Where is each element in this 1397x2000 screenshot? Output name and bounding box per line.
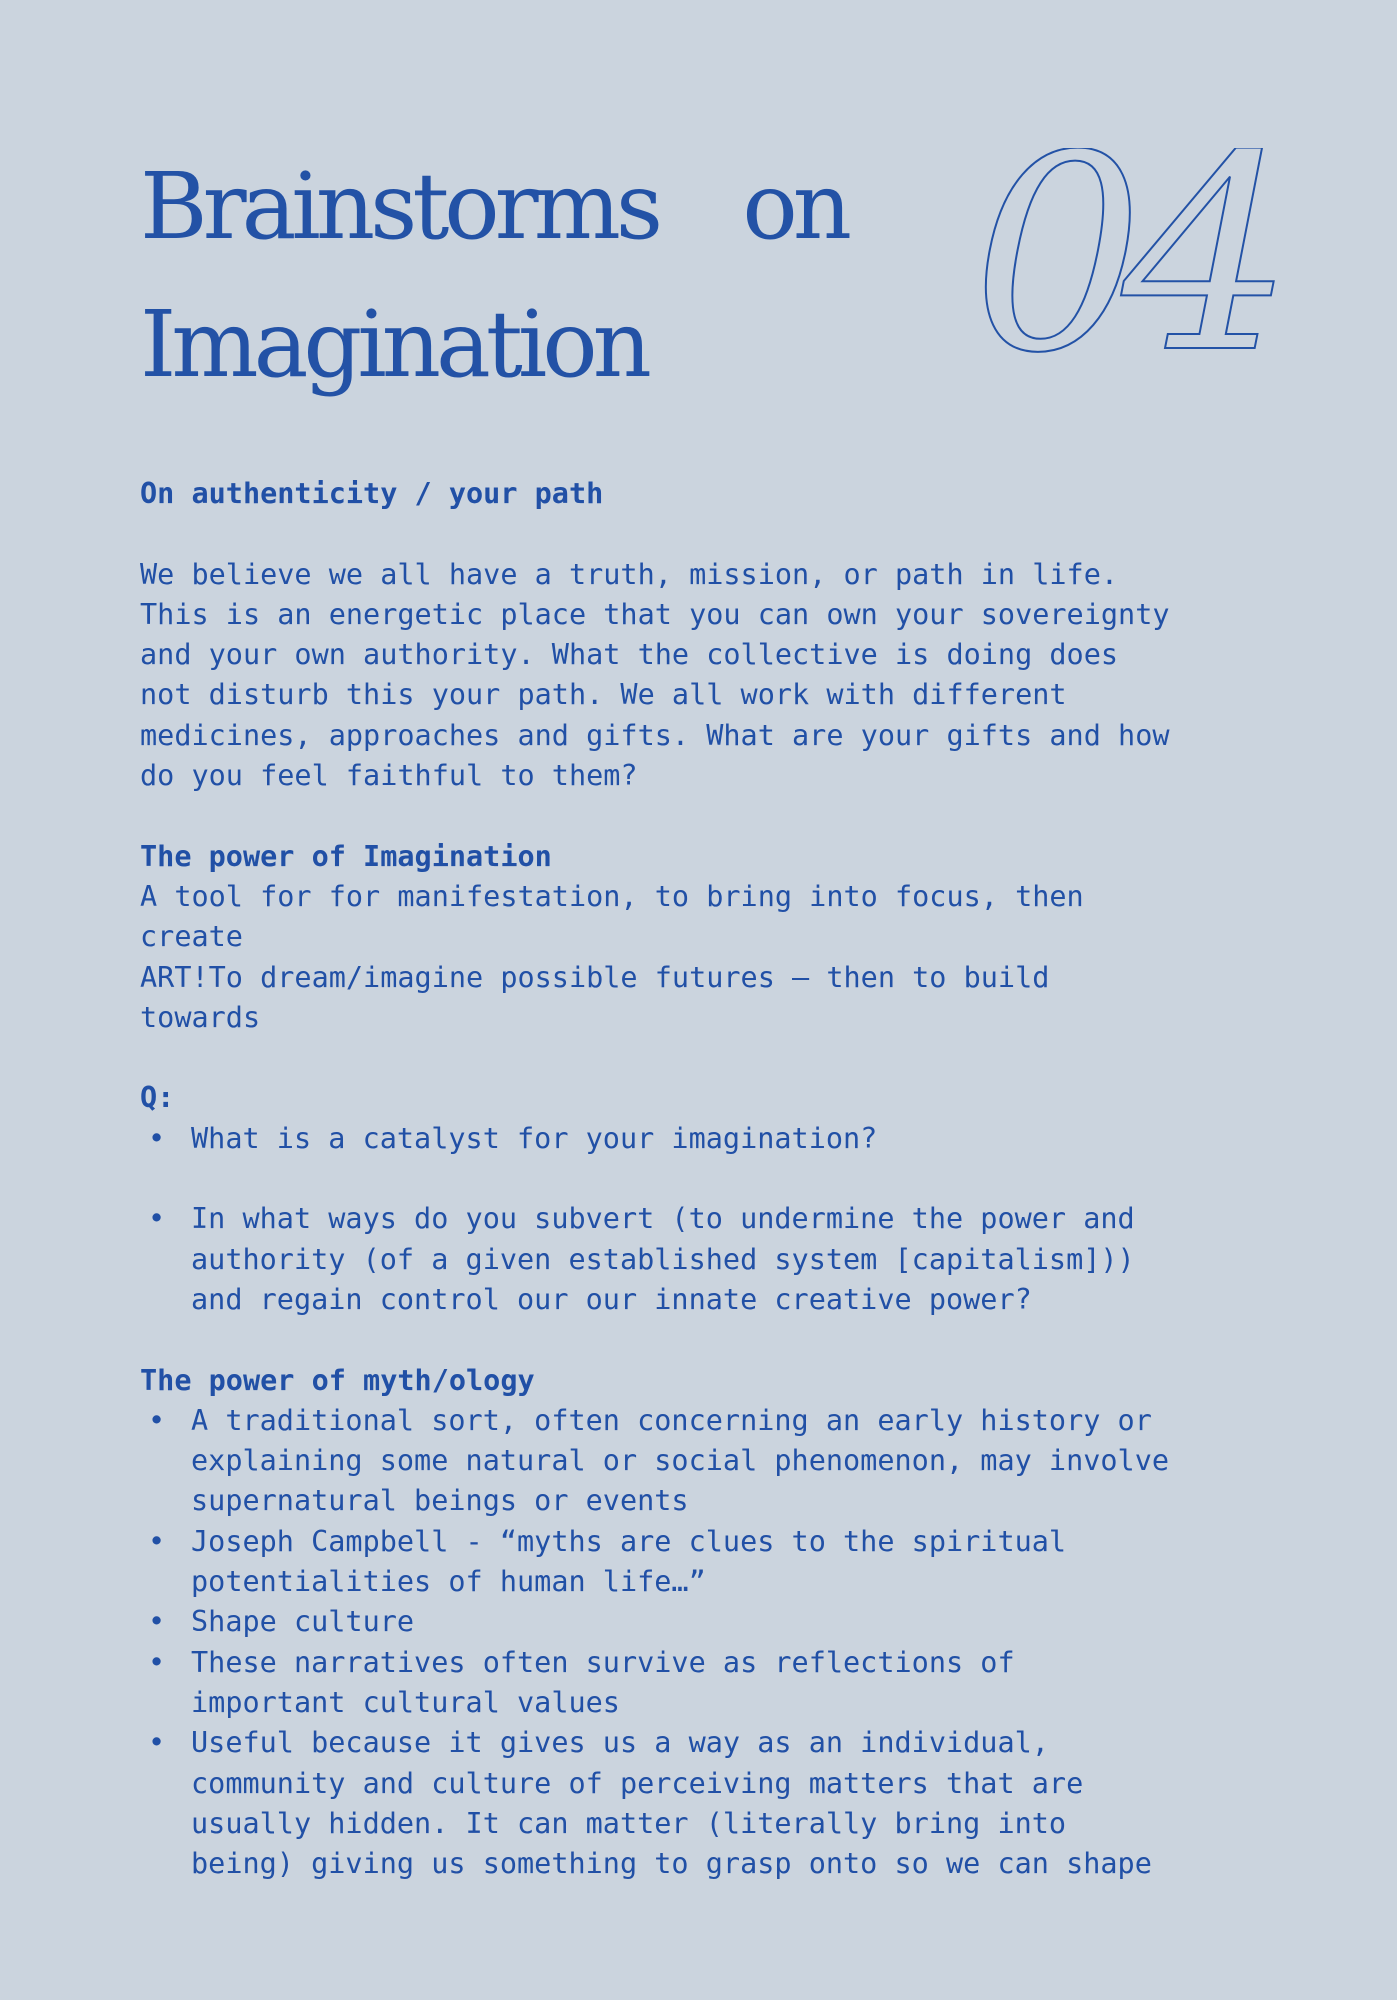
list-item xyxy=(140,1199,1290,1320)
section-heading-mythology: The power of myth/ology xyxy=(140,1363,535,1397)
chapter-number-text: 04 xyxy=(972,148,1272,408)
section-heading-authenticity: On authenticity / your path xyxy=(140,477,604,510)
title-line-2: Imagination xyxy=(140,291,647,398)
imagination-paragraph xyxy=(140,877,1290,1038)
page-body xyxy=(140,474,1290,1884)
spacer xyxy=(140,1159,1290,1199)
list-item-line: authority (of a given established system [capitalism])) xyxy=(191,1242,1135,1276)
list-item-line: usually hidden. It can matter (literally bring into xyxy=(191,1806,1067,1840)
list-item xyxy=(140,1522,1290,1603)
list-item-line: • Useful because it gives us a way as an individual, xyxy=(191,1726,1049,1760)
list-item-line: being) giving us something to grasp onto so we can shape xyxy=(191,1847,1152,1881)
title-line-1: Brainstorms on xyxy=(140,153,847,260)
paragraph-line: This is an energetic place that you can own your sovereignty xyxy=(140,597,1170,631)
list-item xyxy=(140,1401,1290,1522)
spacer xyxy=(140,1038,1290,1078)
spacer xyxy=(140,796,1290,836)
list-item-line: • Joseph Campbell - “myths are clues to the spiritual xyxy=(191,1524,1067,1558)
list-item-line: important cultural values xyxy=(191,1685,620,1719)
paragraph-line: medicines, approaches and gifts. What are your gifts and how xyxy=(140,718,1170,752)
questions-list xyxy=(140,1119,1290,1159)
list-item-line: • These narratives often survive as reflections of xyxy=(191,1645,1015,1679)
list-item-line: supernatural beings or events xyxy=(191,1484,689,1518)
mythology-list xyxy=(140,1401,1290,1885)
chapter-number xyxy=(972,148,1292,408)
list-item-line: • A traditional sort, often concerning an early history or xyxy=(191,1403,1152,1437)
list-item-line: and regain control our our innate creative power? xyxy=(191,1282,1032,1316)
authenticity-paragraph xyxy=(140,555,1290,797)
paragraph-line: towards xyxy=(140,1000,261,1034)
paragraph-line: not disturb this your path. We all work with different xyxy=(140,678,1067,712)
list-item xyxy=(140,1119,1290,1159)
spacer xyxy=(140,514,1290,554)
list-item-line: • Shape culture xyxy=(191,1605,415,1639)
paragraph-line: A tool for for manifestation, to bring into focus, then xyxy=(140,879,1084,913)
paragraph-line: create xyxy=(140,920,243,954)
chapter-number-outline xyxy=(972,148,1292,408)
list-item xyxy=(140,1723,1290,1884)
questions-label: Q: xyxy=(140,1081,175,1115)
paragraph-line: ART!To dream/imagine possible futures — then to build xyxy=(140,960,1050,994)
list-item-line: explaining some natural or social phenomenon, may involve xyxy=(191,1444,1170,1478)
list-item xyxy=(140,1643,1290,1724)
spacer xyxy=(140,1320,1290,1360)
list-item-line: What is a catalyst for your imagination? xyxy=(191,1121,878,1155)
questions-list-continued xyxy=(140,1199,1290,1320)
section-heading-imagination: The power of Imagination xyxy=(140,839,552,873)
list-item-line: community and culture of perceiving matters that are xyxy=(191,1766,1084,1800)
paragraph-line: and your own authority. What the collective is doing does xyxy=(140,638,1119,672)
paragraph-line: We believe we all have a truth, mission, or path in life. xyxy=(140,557,1119,591)
list-item-line: • In what ways do you subvert (to undermine the power and xyxy=(191,1202,1135,1236)
list-item-line: potentialities of human life…” xyxy=(191,1565,706,1599)
list-item xyxy=(140,1602,1290,1642)
page-title xyxy=(140,138,860,414)
paragraph-line: do you feel faithful to them? xyxy=(140,759,638,793)
